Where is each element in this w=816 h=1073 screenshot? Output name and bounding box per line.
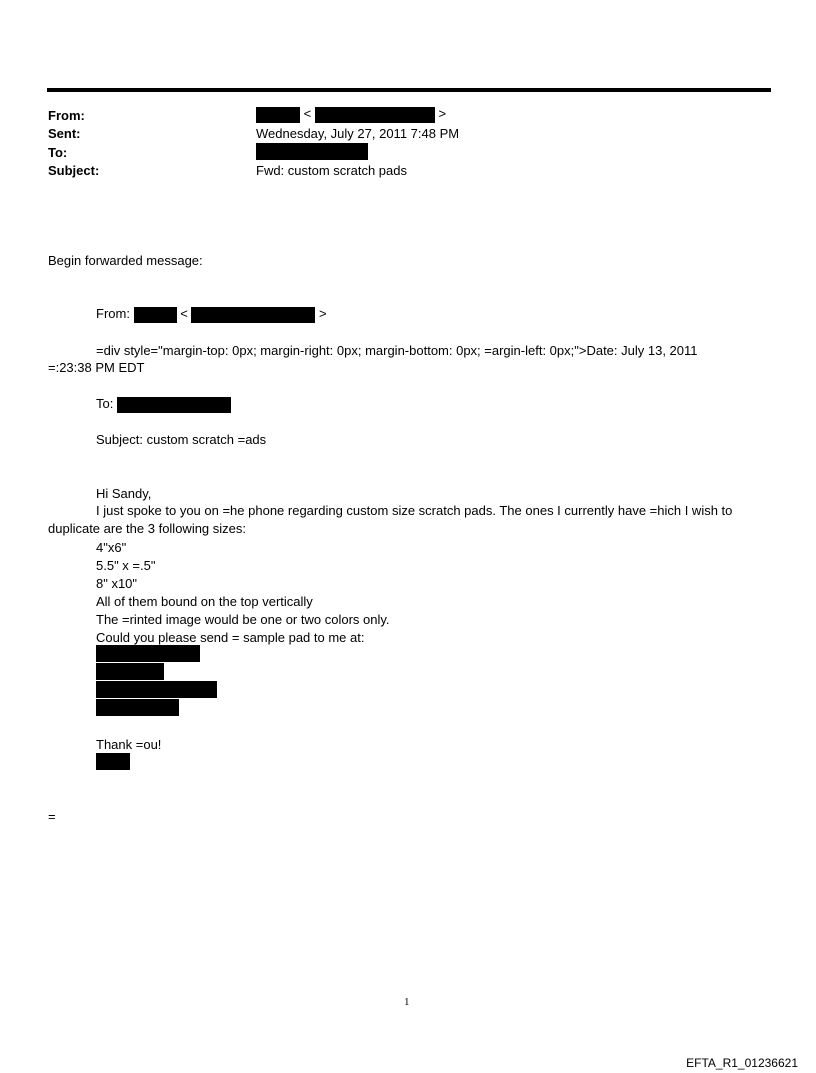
redaction-block <box>191 307 315 323</box>
redaction-block <box>256 143 368 160</box>
gt-bracket: > <box>319 306 327 321</box>
to-value <box>256 143 368 160</box>
trailer-char: = <box>48 809 56 824</box>
size-item: 5.5" x =.5" <box>96 558 156 573</box>
forwarded-to <box>96 396 231 413</box>
forwarded-date-line-cont: =:23:38 PM EDT <box>48 360 145 375</box>
to-label: To: <box>48 145 68 160</box>
forwarded-date-line: =div style="margin-top: 0px; margin-right: 0px; margin-bottom: 0px; =argin-left: 0px;">Date: July 13, 2011 <box>96 343 698 358</box>
redacted-address-line <box>96 681 217 698</box>
forward-intro: Begin forwarded message: <box>48 253 203 268</box>
redaction-block <box>315 107 435 123</box>
forwarded-subject: Subject: custom scratch =ads <box>96 432 267 447</box>
forwarded-to-label: To: <box>96 396 114 411</box>
paragraph-line: duplicate are the 3 following sizes: <box>48 521 247 536</box>
redacted-address-line <box>96 699 179 716</box>
redacted-address-line <box>96 663 164 680</box>
lt-bracket: < <box>303 106 312 121</box>
sent-label: Sent: <box>48 126 81 141</box>
thanks: Thank =ou! <box>96 737 162 752</box>
binding-note: All of them bound on the top vertically <box>96 594 313 609</box>
lt-bracket: < <box>180 306 188 321</box>
redacted-address-line <box>96 645 200 662</box>
from-label: From: <box>48 108 85 123</box>
from-value <box>256 106 446 123</box>
size-item: 4"x6" <box>96 540 127 555</box>
subject-label: Subject: <box>48 163 100 178</box>
redaction-block <box>117 397 231 413</box>
header-rule <box>47 88 771 92</box>
greeting: Hi Sandy, <box>96 486 152 501</box>
send-request: Could you please send = sample pad to me at: <box>96 630 365 645</box>
redacted-signature <box>96 753 130 770</box>
redaction-block <box>256 107 300 123</box>
subject-value: Fwd: custom scratch pads <box>256 163 407 178</box>
bates-number: EFTA_R1_01236621 <box>686 1056 798 1070</box>
forwarded-from <box>96 306 327 323</box>
paragraph-line: I just spoke to you on =he phone regarding custom size scratch pads. The ones I currently have =hich I wish to <box>96 503 733 518</box>
forwarded-from-label: From: <box>96 306 130 321</box>
gt-bracket: > <box>438 106 447 121</box>
sent-value: Wednesday, July 27, 2011 7:48 PM <box>256 126 460 141</box>
redaction-block <box>134 307 177 323</box>
print-note: The =rinted image would be one or two colors only. <box>96 612 390 627</box>
page-number: 1 <box>404 996 410 1008</box>
size-item: 8" x10" <box>96 576 138 591</box>
size-list <box>96 539 796 647</box>
